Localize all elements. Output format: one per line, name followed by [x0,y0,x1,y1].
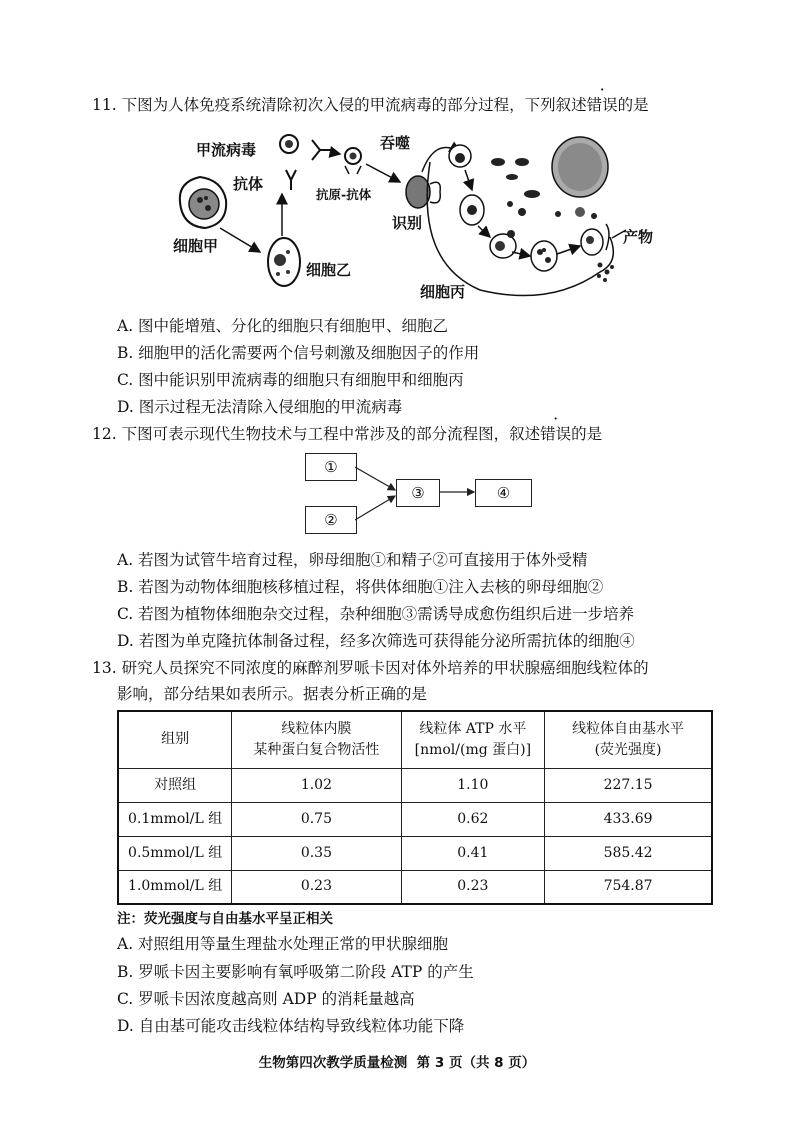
label-cell-c: 细胞丙 [420,283,466,301]
engulfing-cell-icon [449,145,471,167]
header-group: 组别 [118,711,232,768]
q12-option-b: B. 若图为动物体细胞核移植过程，将供体细胞①注入去核的卵母细胞② [117,578,604,596]
table-cell: 1.02 [232,768,401,802]
virus-icon [280,135,298,153]
label-antibody: 抗体 [233,175,264,193]
q13-option-c: C. 罗哌卡因浓度越高则 ADP 的消耗量越高 [117,990,415,1008]
flow-box-1: ① [305,453,357,481]
table-cell: 0.41 [401,836,545,870]
cell-b-icon [268,238,300,286]
cell-a-icon [180,177,226,228]
table-cell: 227.15 [545,768,712,802]
label-product: 产物 [623,228,654,246]
antibody-icon [312,140,332,160]
q11-option-d: D. 图示过程无法清除入侵细胞的甲流病毒 [117,398,403,416]
header-free-radical: 线粒体自由基水平 (荧光强度) [545,711,712,768]
table-cell: 0.23 [401,870,545,904]
antigen-antibody-icon [345,148,361,174]
label-recognition: 识别 [392,214,423,232]
q12-option-a: A. 若图为试管牛培育过程，卵母细胞①和精子②可直接用于体外受精 [117,551,588,569]
flow-box-3: ③ [396,479,440,507]
table-row [118,802,712,836]
phagosome-icon [460,195,484,225]
q12-stem: 12. 下图可表示现代生物技术与工程中常涉及的部分流程图，叙述错误的是 [92,425,603,443]
label-antigen-antibody: 抗原-抗体 [316,187,372,202]
page-footer: 生物第四次教学质量检测 第 3 页（共 8 页） [258,1055,536,1071]
table-cell: 0.75 [232,802,401,836]
flow-box-4: ④ [475,479,532,507]
table-cell: 0.35 [232,836,401,870]
released-antibody-icon [286,170,296,190]
header-atp-level: 线粒体 ATP 水平 [nmol/(mg 蛋白)] [401,711,545,768]
q12-emph-word: 错误 [540,425,572,443]
q13-option-b: B. 罗哌卡因主要影响有氧呼吸第二阶段 ATP 的产生 [117,963,474,981]
table-cell: 对照组 [118,768,232,802]
table-cell: 0.23 [232,870,401,904]
digestion-cell-icon [490,230,516,258]
q11-emph-word: 错误 [586,96,618,114]
q12-flow-arrows [355,460,480,530]
table-cell: 433.69 [545,802,712,836]
label-virus: 甲流病毒 [196,141,257,159]
table-row [118,768,712,802]
q11-option-c: C. 图中能识别甲流病毒的细胞只有细胞甲和细胞丙 [117,371,464,389]
q13-option-d: D. 自由基可能攻击线粒体结构导致线粒体功能下降 [117,1017,465,1035]
table-row [118,836,712,870]
q12-option-d: D. 若图为单克隆抗体制备过程，经多次筛选可获得能分泌所需抗体的细胞④ [117,632,635,650]
q11-option-a: A. 图中能增殖、分化的细胞只有细胞甲、细胞乙 [117,317,449,335]
q11-stem: 11. 下图为人体免疫系统清除初次入侵的甲流病毒的部分过程，下列叙述错误的是 [92,96,649,114]
cell-c-icon [406,176,440,208]
label-cell-b: 细胞乙 [306,261,352,279]
nucleus-icon [552,137,608,197]
table-header-row [118,711,712,768]
q13-option-a: A. 对照组用等量生理盐水处理正常的甲状腺细胞 [117,935,449,953]
header-protein-activity: 线粒体内膜 某种蛋白复合物活性 [232,711,401,768]
table-cell: 754.87 [545,870,712,904]
flow-box-2: ② [305,506,357,534]
table-cell: 0.1mmol/L 组 [118,802,232,836]
residual-cell-icon [581,229,603,255]
label-phagocytosis: 吞噬 [380,134,411,152]
q12-option-c: C. 若图为植物体细胞杂交过程，杂种细胞③需诱导成愈伤组织后进一步培养 [117,605,635,623]
table-cell: 0.62 [401,802,545,836]
q13-data-table [117,710,713,905]
q13-stem-line2: 影响，部分结果如表所示。据表分析正确的是 [117,685,428,703]
table-cell: 0.5mmol/L 组 [118,836,232,870]
q13-table-note: 注：荧光强度与自由基水平呈正相关 [117,911,333,927]
lysosome-cell-icon [531,241,557,271]
table-cell: 1.10 [401,768,545,802]
table-cell: 1.0mmol/L 组 [118,870,232,904]
q13-stem-line1: 13. 研究人员探究不同浓度的麻醉剂罗哌卡因对体外培养的甲状腺癌细胞线粒体的 [92,659,649,677]
table-cell: 585.42 [545,836,712,870]
table-row [118,870,712,904]
label-cell-a: 细胞甲 [173,237,219,255]
q11-option-b: B. 细胞甲的活化需要两个信号刺激及细胞因子的作用 [117,344,480,362]
